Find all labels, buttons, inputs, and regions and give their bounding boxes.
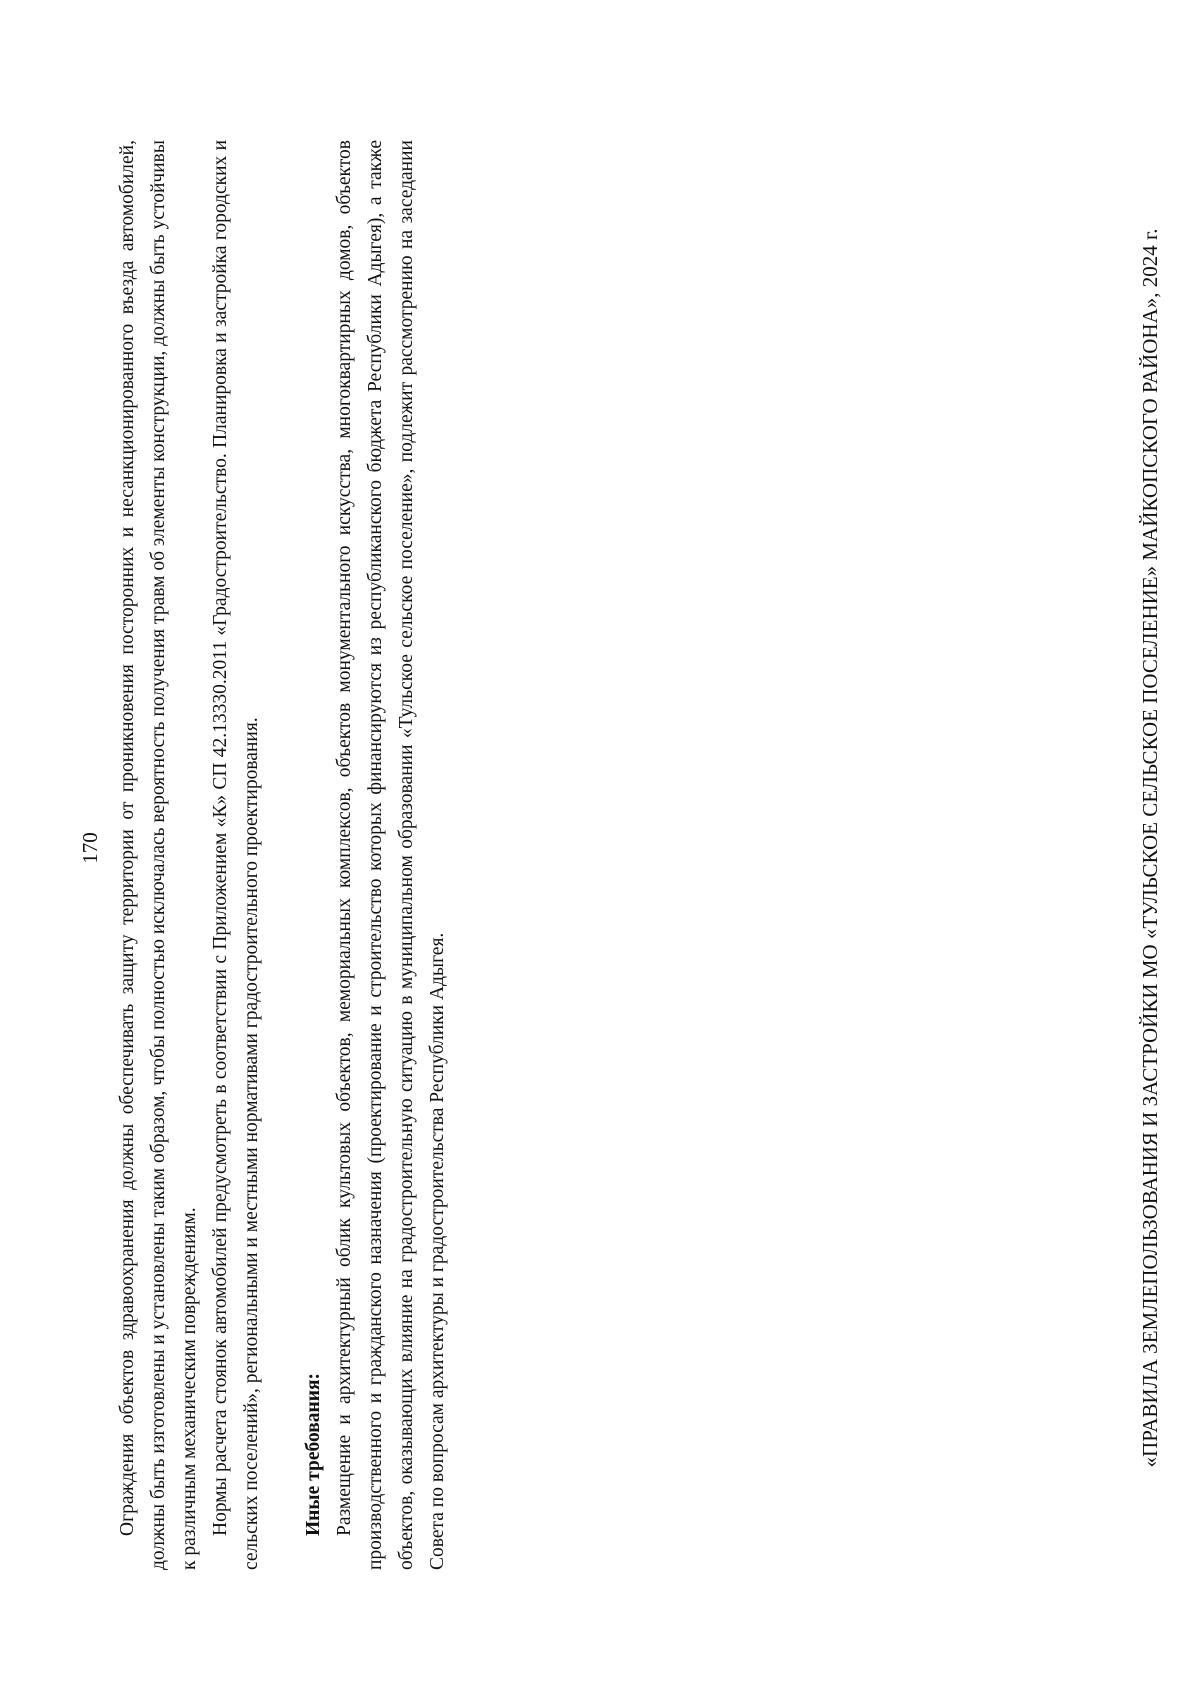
paragraph-fences: Ограждения объектов здравоохранения должны обеспечивать защиту территории от проникновения посторонних и несанкционированного въезда автомобилей, должны быть изготовлены и установлены таким образом, чтобы полностью исключалась вероятность получения травм об элементы конструкции, должны быть устойчивы к различным механическим повреждениям. xyxy=(117,140,200,1570)
page-number: 170 xyxy=(78,832,102,864)
page-footer: «ПРАВИЛА ЗЕМЛЕПОЛЬЗОВАНИЯ И ЗАСТРОЙКИ МО «ТУЛЬСКОЕ СЕЛЬСКОЕ ПОСЕЛЕНИЕ» МАЙКОПСКОГО РАЙОНА», 2024 г. xyxy=(1138,228,1162,1468)
paragraph-other-requirements: Размещение и архитектурный облик культовых объектов, мемориальных комплексов, объектов монументального искусства, многоквартирных домов, объектов производственного и гражданского назначения (проектирование и строительство которых финансируются из республиканского бюджета Республики Адыгея), а также объектов, оказывающих влияние на градостроительную ситуацию в муниципальном образовании «Тульское сельское поселение», подлежит рассмотрению на заседании Совета по вопросам архитектуры и градостроительства Республики Адыгея. xyxy=(334,140,448,1570)
paragraph-parking-norms: Нормы расчета стоянок автомобилей предусмотреть в соответствии с Приложением «К» СП 42.13330.2011 «Градостроительство. Планировка и застройка городских и сельских поселений», региональными и местными нормативами градостроительного проектирования. xyxy=(210,140,262,1570)
body-text xyxy=(112,140,453,1570)
section-heading: Иные требования: xyxy=(303,1372,324,1536)
